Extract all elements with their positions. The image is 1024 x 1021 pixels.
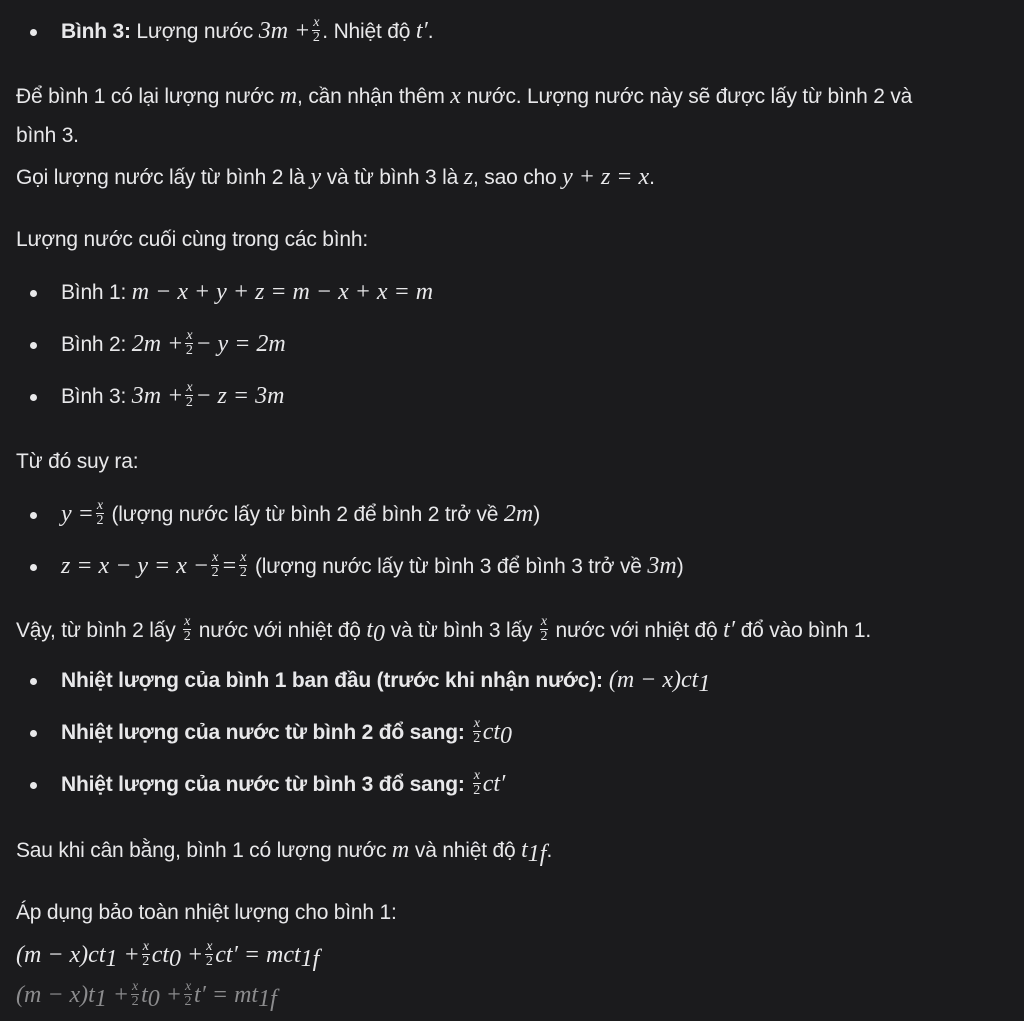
text: Từ đó suy ra: [16, 450, 139, 473]
text: . [649, 166, 655, 189]
text: Áp dụng bảo toàn nhiệt lượng cho bình 1: [16, 901, 397, 924]
equation-2 [16, 975, 277, 1016]
text: Bình 1: [61, 281, 132, 304]
text: ) [676, 555, 684, 578]
text: và nhiệt độ [409, 839, 522, 862]
text: và từ bình 3 là [321, 166, 464, 189]
frac-den: 2 [183, 628, 191, 644]
frac-den: 2 [473, 782, 481, 798]
paragraph-4 [16, 442, 138, 482]
frac-den: 2 [142, 953, 150, 969]
frac-num: x [186, 327, 193, 343]
subscript: 0 [169, 946, 182, 972]
fraction-x-over-2 [239, 549, 247, 580]
fraction-x-over-2 [205, 938, 213, 969]
subscript: 1f [258, 986, 277, 1012]
math: (m − x)t [16, 982, 95, 1008]
math: (m − x)ct [602, 667, 699, 693]
text: đổ vào bình 1. [735, 619, 872, 642]
text: (lượng nước lấy từ bình 3 để bình 3 trở về [249, 555, 648, 578]
frac-num: x [212, 549, 219, 565]
math: + [117, 942, 140, 968]
frac-num: x [132, 978, 139, 994]
bold-label: Bình 3: [61, 20, 131, 43]
paragraph-5 [16, 610, 871, 651]
fraction-x-over-2 [473, 715, 481, 746]
frac-den: 2 [211, 564, 219, 580]
frac-num: x [96, 497, 103, 513]
subscript: 0 [373, 621, 386, 647]
frac-num: x [186, 379, 193, 395]
frac-num: x [540, 613, 547, 629]
text: ) [533, 503, 541, 526]
bold-label: Nhiệt lượng của bình 1 ban đầu (trước khi nhận nước): [61, 669, 603, 692]
paragraph-6 [16, 830, 552, 871]
math: 3m [647, 553, 677, 579]
frac-den: 2 [312, 29, 320, 45]
math: z [463, 164, 474, 190]
math: + [159, 982, 182, 1008]
frac-num: x [184, 613, 191, 629]
list-item-binh2 [16, 318, 286, 370]
frac-num: x [206, 938, 213, 954]
subscript: 1f [527, 841, 547, 867]
text: Vậy, từ bình 2 lấy [16, 619, 182, 642]
text: , sao cho [473, 166, 563, 189]
bold-label: Nhiệt lượng của nước từ bình 2 đổ sang: [61, 721, 465, 744]
frac-num: x [473, 767, 480, 783]
subscript: 1f [300, 946, 320, 972]
paragraph-1-cont [16, 116, 79, 156]
list-item-heat-binh1 [16, 654, 710, 706]
frac-num: x [240, 549, 247, 565]
math: (m − x)ct [16, 942, 106, 968]
subscript: 1 [94, 986, 107, 1012]
math: x [450, 83, 461, 109]
text: Lượng nước [130, 20, 259, 43]
math: ct′ = mct [215, 942, 301, 968]
text: Gọi lượng nước lấy từ bình 2 là [16, 166, 311, 189]
fraction-x-over-2 [185, 379, 193, 410]
frac-den: 2 [185, 394, 193, 410]
text: Để bình 1 có lại lượng nước [16, 85, 280, 108]
fraction-x-over-2 [312, 14, 320, 45]
frac-num: x [473, 715, 480, 731]
text: Bình 3: [61, 385, 132, 408]
bold-label: Nhiệt lượng của nước từ bình 3 đổ sang: [61, 773, 465, 796]
math: y + z = x [562, 164, 650, 190]
subscript: 0 [500, 723, 513, 749]
equation-1 [16, 935, 319, 976]
list-item-heat-binh3 [16, 758, 505, 810]
math: z = x − y = x − [61, 553, 210, 579]
math: 3m + [131, 383, 184, 409]
math: 3m + [258, 18, 311, 44]
text: Lượng nước cuối cùng trong các bình: [16, 228, 368, 251]
fraction-x-over-2 [183, 613, 191, 644]
math: ct [482, 719, 501, 745]
text: nước. Lượng nước này sẽ được lấy từ bình 2 và [460, 85, 913, 108]
frac-den: 2 [184, 993, 192, 1009]
list-item-binh3 [16, 370, 284, 422]
text: (lượng nước lấy từ bình 2 để bình 2 trở về [105, 503, 504, 526]
frac-num: x [313, 14, 320, 30]
paragraph-1 [16, 76, 912, 117]
fraction-x-over-2 [211, 549, 219, 580]
list-item-binh3-initial [16, 5, 433, 57]
math: m [279, 83, 298, 109]
frac-den: 2 [96, 512, 104, 528]
math: 2m + [131, 331, 184, 357]
fraction-x-over-2 [96, 497, 104, 528]
fraction-x-over-2 [473, 767, 481, 798]
text: Sau khi cân bằng, bình 1 có lượng nước [16, 839, 392, 862]
math: t [366, 617, 374, 643]
math: t′ [415, 18, 428, 44]
frac-num: x [142, 938, 149, 954]
math: m − x + y + z = m − x + x = m [131, 279, 434, 305]
math: m [391, 837, 410, 863]
list-item-heat-binh2 [16, 706, 512, 758]
fraction-x-over-2 [185, 327, 193, 358]
text: nước với nhiệt độ [193, 619, 367, 642]
math: = [221, 553, 238, 579]
text: . [427, 20, 434, 43]
text: nước với nhiệt độ [549, 619, 724, 642]
text: Bình 2: [61, 333, 132, 356]
math: t [521, 837, 528, 863]
subscript: 1 [105, 946, 118, 972]
math: y = [61, 501, 94, 527]
frac-den: 2 [131, 993, 139, 1009]
math: − z = 3m [195, 383, 285, 409]
frac-den: 2 [473, 730, 481, 746]
list-item-y [16, 488, 540, 540]
text: . [546, 839, 553, 862]
math: t′ [723, 617, 736, 643]
list-item-z [16, 540, 684, 592]
math: + [181, 942, 204, 968]
subscript: 0 [147, 986, 160, 1012]
math: − y = 2m [195, 331, 286, 357]
math: ct′ [482, 771, 506, 797]
frac-den: 2 [185, 342, 193, 358]
frac-num: x [184, 978, 191, 994]
text: . Nhiệt độ [322, 20, 416, 43]
math: t [141, 982, 148, 1008]
paragraph-2 [16, 157, 655, 198]
text: , cần nhận thêm [297, 85, 451, 108]
list-item-binh1 [16, 266, 433, 318]
text: và từ bình 3 lấy [385, 619, 538, 642]
math: 2m [503, 501, 534, 527]
fraction-x-over-2 [540, 613, 548, 644]
math: ct [151, 942, 170, 968]
math: t′ = mt [193, 982, 259, 1008]
subscript: 1 [698, 671, 711, 697]
fraction-x-over-2 [131, 978, 139, 1009]
frac-den: 2 [239, 564, 247, 580]
frac-den: 2 [205, 953, 213, 969]
math: + [106, 982, 130, 1008]
fraction-x-over-2 [142, 938, 150, 969]
math: y [310, 164, 322, 190]
text: bình 3. [16, 124, 79, 147]
fraction-x-over-2 [184, 978, 192, 1009]
paragraph-7 [16, 893, 397, 933]
frac-den: 2 [540, 628, 548, 644]
paragraph-3 [16, 220, 368, 260]
